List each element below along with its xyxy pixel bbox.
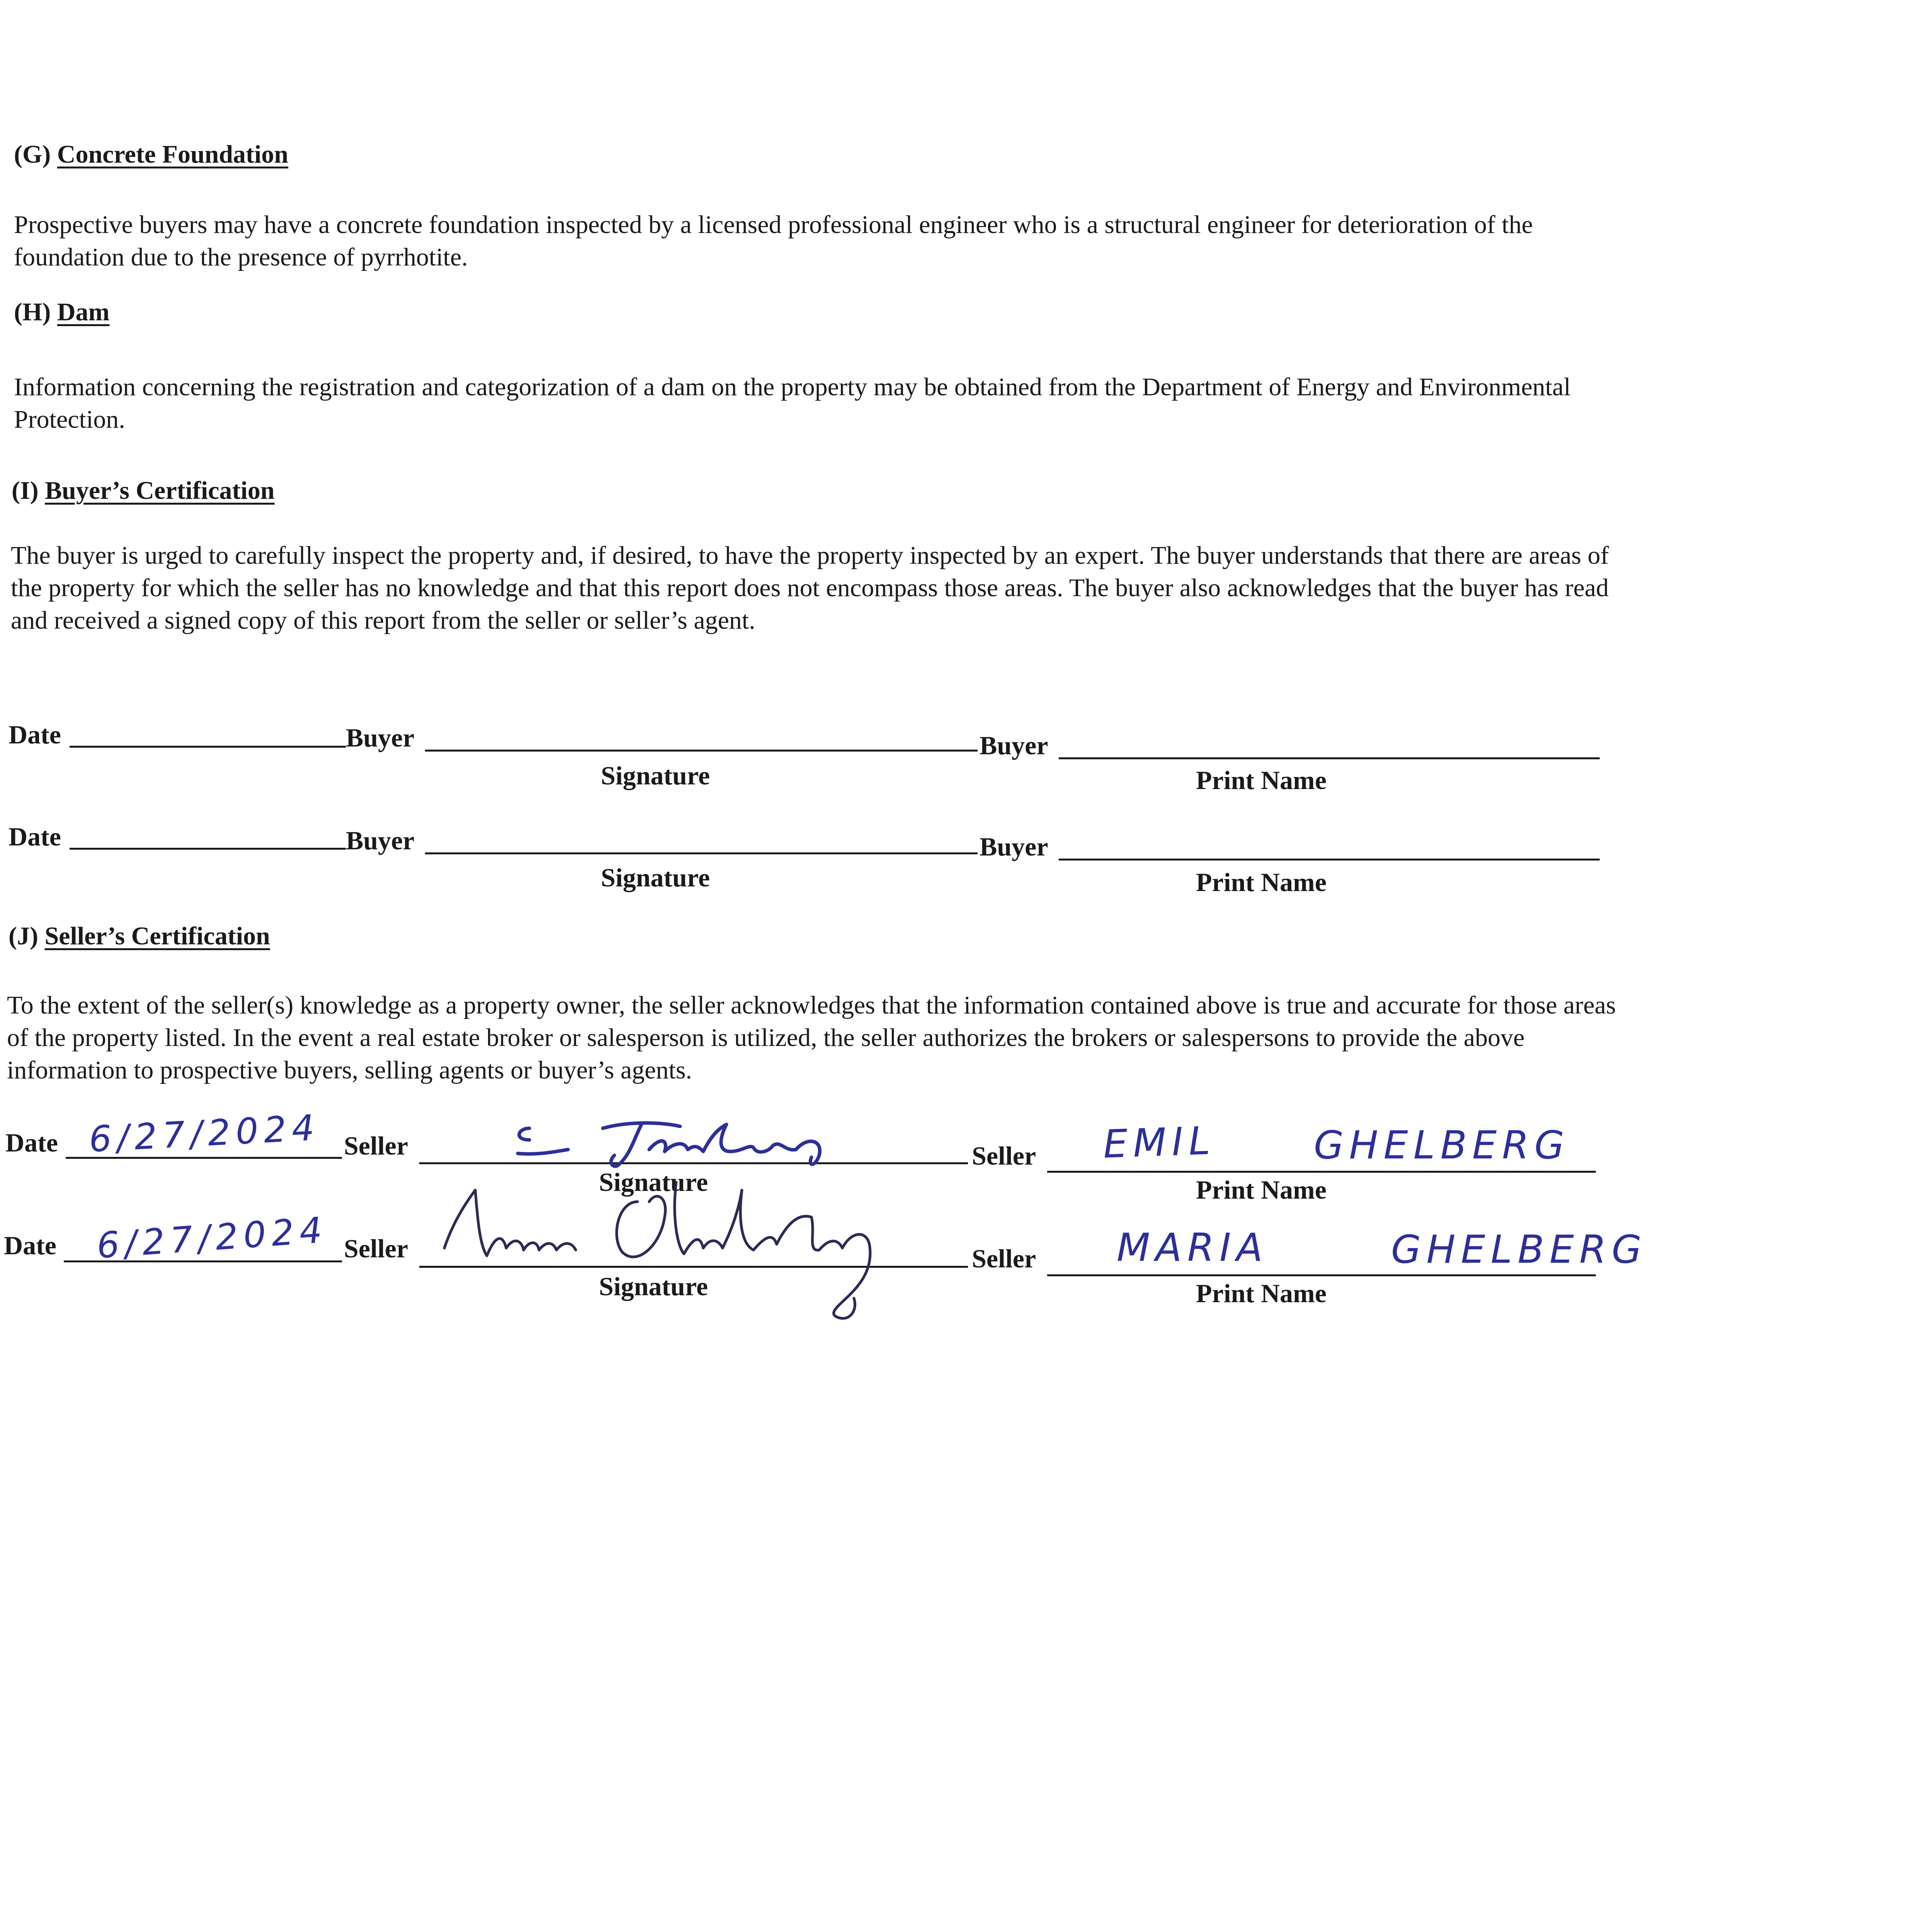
seller-2-signature-label: Seller xyxy=(344,1234,408,1263)
section-i-prefix: (I) xyxy=(12,476,39,505)
section-h-body: Information concerning the registration and categorization of a dam on the property may be obtained from the Department of Energy and Environmental Protection. xyxy=(14,373,1571,434)
section-i-heading xyxy=(12,476,275,505)
buyer-1-print-caption: Print Name xyxy=(1196,765,1327,795)
buyer-1-signature-label: Buyer xyxy=(346,723,415,752)
buyer-1-date-line[interactable] xyxy=(70,746,346,748)
section-g-title: Concrete Foundation xyxy=(57,140,289,168)
seller-2-print-first: MARIA xyxy=(1117,1225,1269,1270)
seller-1-print-label: Seller xyxy=(972,1141,1036,1170)
seller-1-signature-image xyxy=(502,1113,889,1171)
seller-1-date-label: Date xyxy=(5,1128,58,1157)
seller-2-print-line[interactable] xyxy=(1047,1274,1596,1276)
seller-1-signature-label: Seller xyxy=(344,1131,408,1160)
section-j-prefix: (J) xyxy=(9,922,38,950)
buyer-1-signature-caption: Signature xyxy=(601,761,710,790)
buyer-2-date-label: Date xyxy=(9,822,61,851)
seller-1-date-value: 6/27/2024 xyxy=(88,1107,321,1160)
section-g-prefix: (G) xyxy=(14,140,51,168)
seller-2-date-label: Date xyxy=(4,1231,56,1260)
buyer-2-print-label: Buyer xyxy=(980,832,1048,861)
seller-1-signature-caption: Signature xyxy=(599,1167,708,1197)
section-h-prefix: (H) xyxy=(14,298,51,326)
buyer-1-signature-line[interactable] xyxy=(425,750,978,752)
buyer-2-signature-label: Buyer xyxy=(346,826,415,855)
buyer-2-print-caption: Print Name xyxy=(1196,867,1327,897)
section-h-title: Dam xyxy=(57,298,110,326)
buyer-2-date-line[interactable] xyxy=(70,848,346,850)
seller-2-signature-caption: Signature xyxy=(599,1272,708,1301)
section-h-heading xyxy=(14,298,109,327)
buyer-1-print-label: Buyer xyxy=(980,731,1048,760)
seller-1-print-line[interactable] xyxy=(1047,1171,1596,1173)
seller-1-print-caption: Print Name xyxy=(1196,1175,1327,1204)
seller-2-signature-image xyxy=(429,1167,931,1329)
section-i-body: The buyer is urged to carefully inspect the property and, if desired, to have the property inspected by an expert. The buyer understands that there are areas of the property for which the seller has no knowledge and that this report does not encompass those areas. The buyer also acknowledges that the buyer has read and received a signed copy of this report from the seller or seller’s agent. xyxy=(11,541,1609,634)
buyer-1-date-label: Date xyxy=(9,720,61,749)
section-j-heading xyxy=(9,922,270,951)
seller-2-print-caption: Print Name xyxy=(1196,1279,1327,1308)
seller-2-print-last: GHELBERG xyxy=(1391,1227,1647,1272)
seller-1-print-last: GHELBERG xyxy=(1314,1122,1570,1168)
section-g-body: Prospective buyers may have a concrete foundation inspected by a licensed professional engineer who is a structural engineer for deterioration of the foundation due to the presence of pyrrhotite. xyxy=(14,211,1533,271)
section-g-heading xyxy=(14,140,288,169)
buyer-2-print-line[interactable] xyxy=(1059,859,1600,861)
seller-2-date-value: 6/27/2024 xyxy=(95,1209,329,1267)
section-j-body: To the extent of the seller(s) knowledge as a property owner, the seller acknowledges that the information contained above is true and accurate for those areas of the property listed. In the event a real estate broker or salesperson is utilized, the seller authorizes the brokers or salespersons to provide the above information to prospective buyers, selling agents or buyer’s agents. xyxy=(7,991,1616,1084)
buyer-1-print-line[interactable] xyxy=(1059,757,1600,759)
seller-2-print-label: Seller xyxy=(972,1244,1036,1273)
section-i-title: Buyer’s Certification xyxy=(45,476,275,505)
buyer-2-signature-caption: Signature xyxy=(601,863,710,892)
section-j-title: Seller’s Certification xyxy=(44,922,270,950)
buyer-2-signature-line[interactable] xyxy=(425,852,978,854)
seller-1-print-first: EMIL xyxy=(1102,1117,1216,1167)
